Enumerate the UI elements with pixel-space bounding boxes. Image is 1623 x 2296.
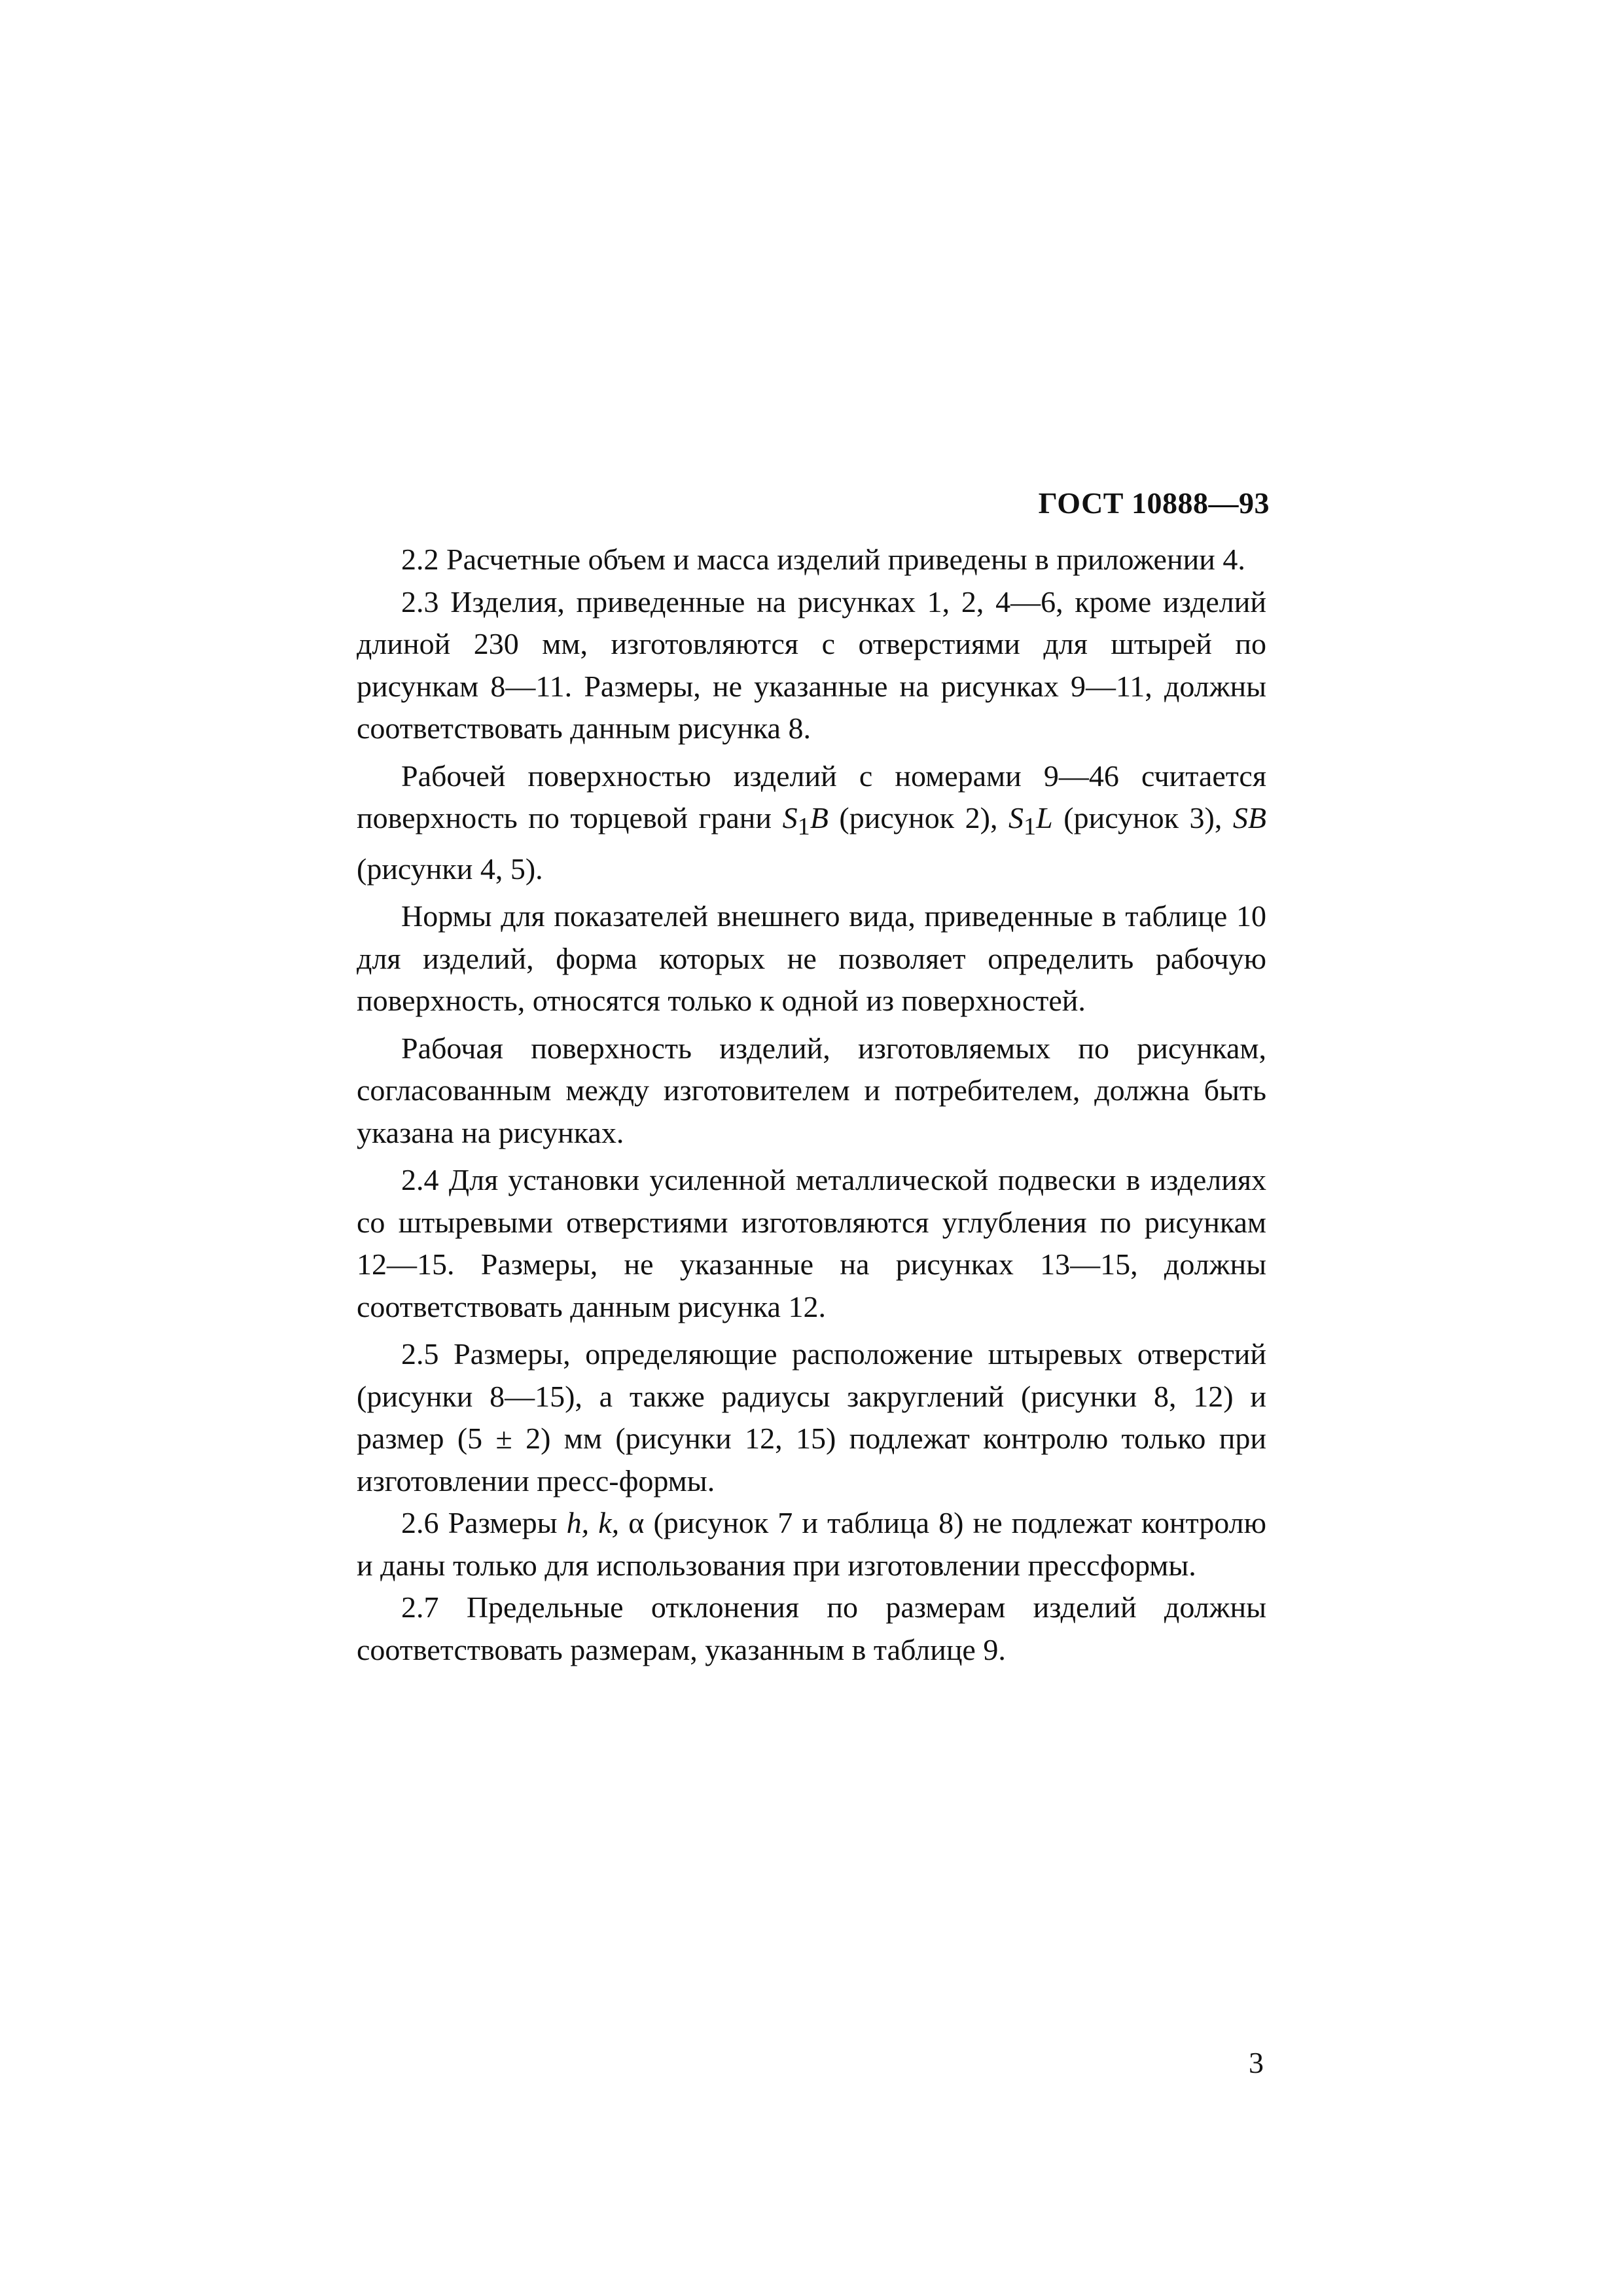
subscript: 1 — [1024, 813, 1037, 841]
text-segment: (рисунок 3), — [1052, 801, 1233, 834]
paragraph-2-7: 2.7 Предельные отклонения по размерам изделий должны соответствовать размерам, указанным в таблице 9. — [357, 1590, 1266, 1666]
symbol-s: S — [782, 801, 798, 834]
symbol-l: L — [1036, 801, 1053, 834]
paragraph-working-surface-drawings: Рабочая поверхность изделий, изготовляемых по рисункам, согласованным между изготовителем и потребителем, должна быть указана на рисунках. — [357, 1031, 1266, 1149]
text-segment: 2.6 Размеры — [401, 1506, 567, 1540]
paragraph-2-2: 2.2 Расчетные объем и масса изделий приведены в приложении 4. — [401, 543, 1245, 576]
paragraph-working-surface — [357, 755, 1266, 891]
symbol-sb: SB — [1232, 801, 1267, 834]
document-body — [357, 539, 1266, 1676]
paragraph-2-4: 2.4 Для установки усиленной металлической подвески в изделиях со штыревыми отверстиями изготовляются углубления по рисункам 12—15. Размеры, не указанные на рисунках 13—15, должны соответствовать данным рисунка 12. — [357, 1163, 1266, 1323]
paragraph-appearance-norms: Нормы для показателей внешнего вида, приведенные в таблице 10 для изделий, форма которых не позволяет определить рабочую поверхность, относятся только к одной из поверхностей. — [357, 899, 1266, 1018]
symbol-h-k: h, k, — [566, 1506, 620, 1540]
symbol-b: B — [810, 801, 829, 834]
text-segment: (рисунки 4, 5). — [357, 852, 543, 886]
subscript: 1 — [797, 813, 810, 841]
text-segment: Рабочей поверхностью изделий с номерами 9—46 считается поверхность по торцевой грани — [357, 759, 1266, 834]
document-code-header: ГОСТ 10888—93 — [1038, 486, 1270, 520]
text-segment: (рисунок 2), — [828, 801, 1008, 834]
paragraph-2-3: 2.3 Изделия, приведенные на рисунках 1, 2, 4—6, кроме изделий длиной 230 мм, изготовляются с отверстиями для штырей по рисункам 8—11. Размеры, не указанные на рисунках 9—11, должны соответствовать данным рисунка 8. — [357, 584, 1266, 745]
paragraph-2-6 — [357, 1502, 1266, 1587]
symbol-s: S — [1008, 801, 1024, 834]
page-number: 3 — [1249, 2046, 1264, 2079]
paragraph-2-5: 2.5 Размеры, определяющие расположение штыревых отверстий (рисунки 8—15), а также радиусы закруглений (рисунки 8, 12) и размер (5 ± 2) мм (рисунки 12, 15) подлежат контролю только при изготовлении пресс-формы. — [357, 1337, 1266, 1498]
text-segment: α (рисунок 7 и таблица 8) не подлежат контролю и даны только для использования при изготовлении прессформы. — [357, 1506, 1267, 1582]
